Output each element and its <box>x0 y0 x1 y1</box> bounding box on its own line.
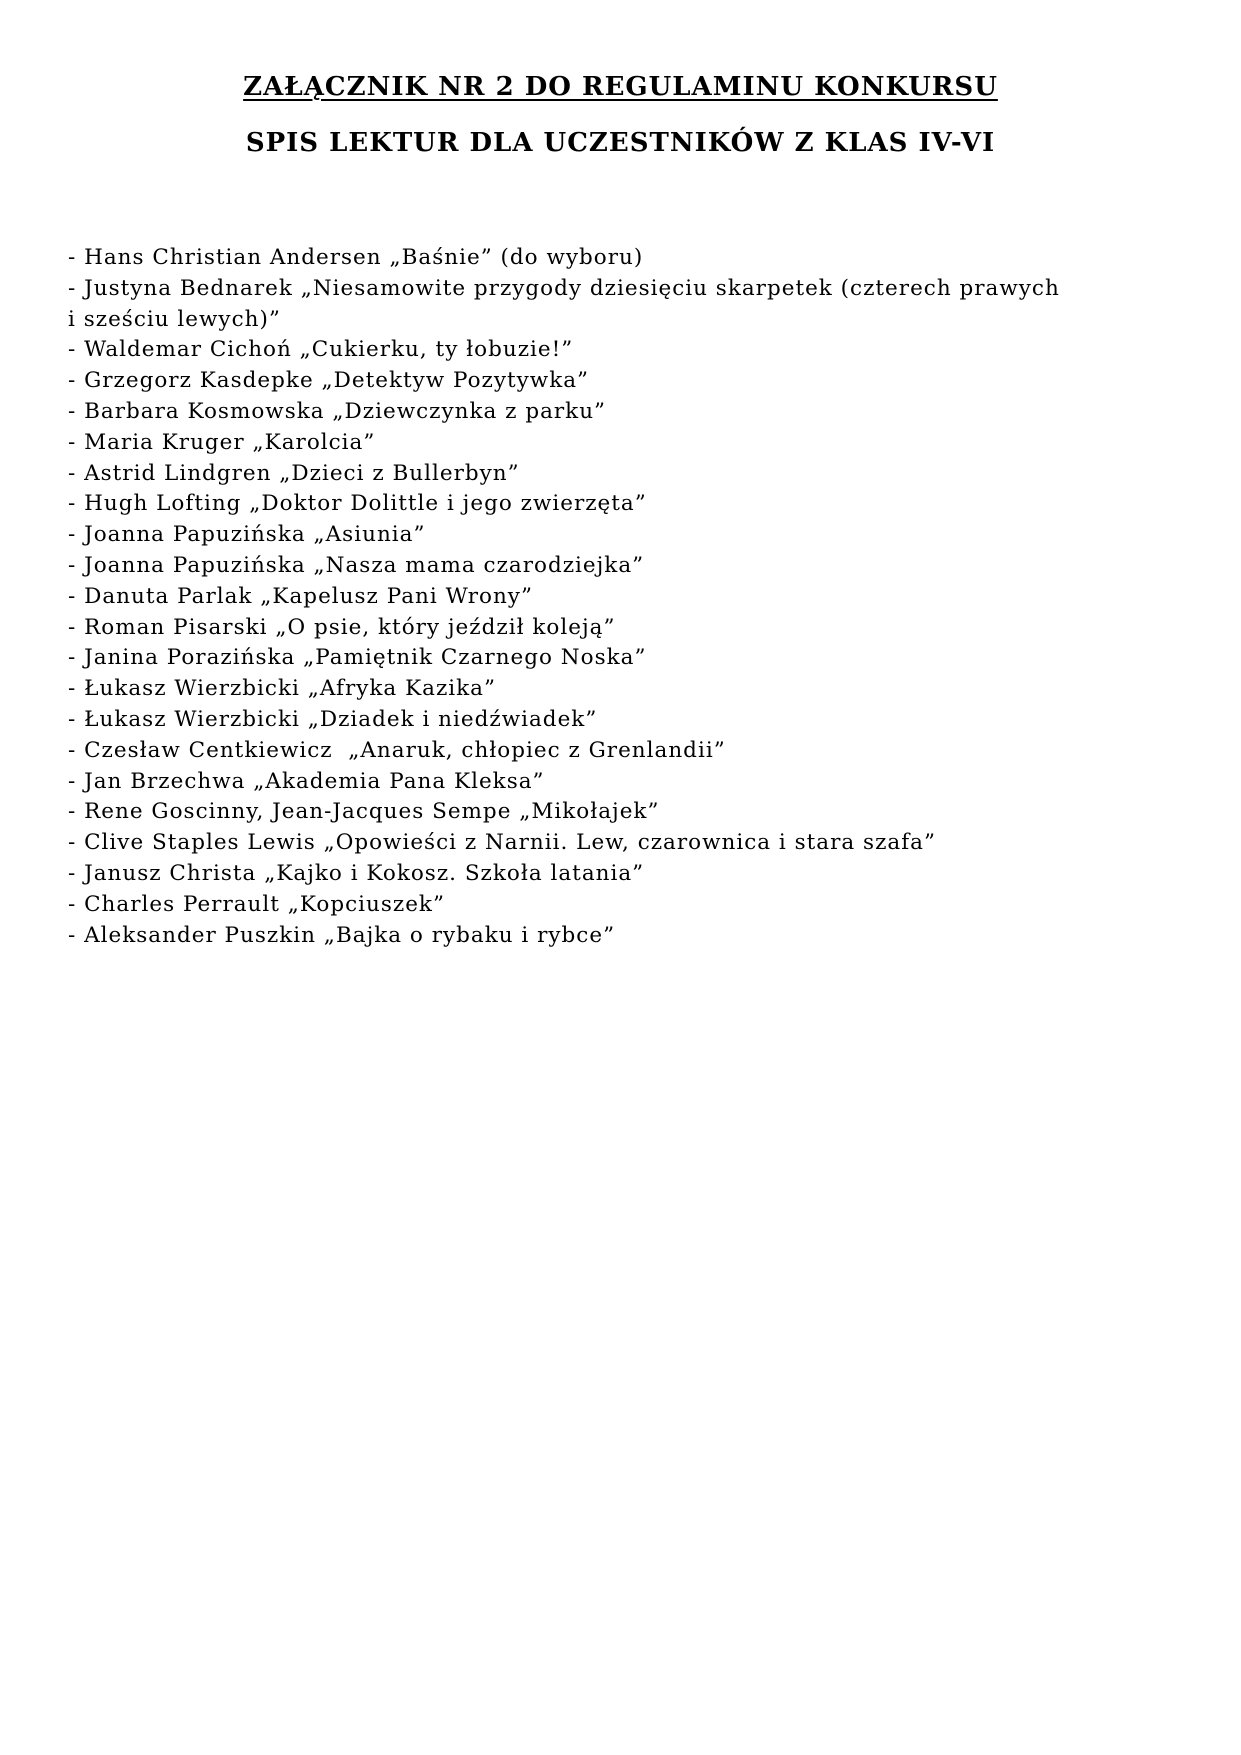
book-list-line: - Barbara Kosmowska „Dziewczynka z parku” <box>68 398 607 424</box>
book-list-line: - Aleksander Puszkin „Bajka o rybaku i rybce” <box>68 922 616 948</box>
book-list-line: - Hugh Lofting „Doktor Dolittle i jego zwierzęta” <box>68 491 647 517</box>
book-list-line: - Roman Pisarski „O psie, który jeździł koleją” <box>68 614 616 640</box>
book-list-line: - Danuta Parlak „Kapelusz Pani Wrony” <box>68 583 533 609</box>
book-list-line: - Clive Staples Lewis „Opowieści z Narnii. Lew, czarownica i stara szafa” <box>68 830 936 856</box>
book-list-line: - Joanna Papuzińska „Asiunia” <box>68 522 426 548</box>
document-title-text: ZAŁĄCZNIK NR 2 DO REGULAMINU KONKURSU <box>243 72 998 102</box>
book-list-line: - Maria Kruger „Karolcia” <box>68 429 376 455</box>
document-subtitle: SPIS LEKTUR DLA UCZESTNIKÓW Z KLAS IV-VI <box>245 128 996 158</box>
book-list-line: - Grzegorz Kasdepke „Detektyw Pozytywka” <box>68 368 590 394</box>
document-title <box>0 72 1241 102</box>
book-list-line: - Astrid Lindgren „Dzieci z Bullerbyn” <box>68 460 520 486</box>
book-list-line: - Charles Perrault „Kopciuszek” <box>68 891 445 917</box>
book-list-line: - Rene Goscinny, Jean-Jacques Sempe „Mikołajek” <box>68 799 660 825</box>
book-list-line: - Czesław Centkiewicz „Anaruk, chłopiec z Grenlandii” <box>68 737 726 763</box>
book-list-line: - Łukasz Wierzbicki „Dziadek i niedźwiadek” <box>68 706 598 732</box>
book-list <box>68 243 1179 951</box>
book-list-line: - Justyna Bednarek „Niesamowite przygody dziesięciu skarpetek (czterech prawych <box>68 275 1060 301</box>
book-list-line: - Joanna Papuzińska „Nasza mama czarodziejka” <box>68 552 645 578</box>
book-list-line: - Janina Porazińska „Pamiętnik Czarnego Noska” <box>68 645 647 671</box>
book-list-line: i sześciu lewych)” <box>68 306 281 332</box>
book-list-line: - Waldemar Cichoń „Cukierku, ty łobuzie!” <box>68 337 574 363</box>
book-list-line: - Janusz Christa „Kajko i Kokosz. Szkoła latania” <box>68 860 645 886</box>
book-list-line: - Łukasz Wierzbicki „Afryka Kazika” <box>68 676 496 702</box>
book-list-line: - Jan Brzechwa „Akademia Pana Kleksa” <box>68 768 545 794</box>
book-list-line: - Hans Christian Andersen „Baśnie” (do wyboru) <box>68 245 644 270</box>
